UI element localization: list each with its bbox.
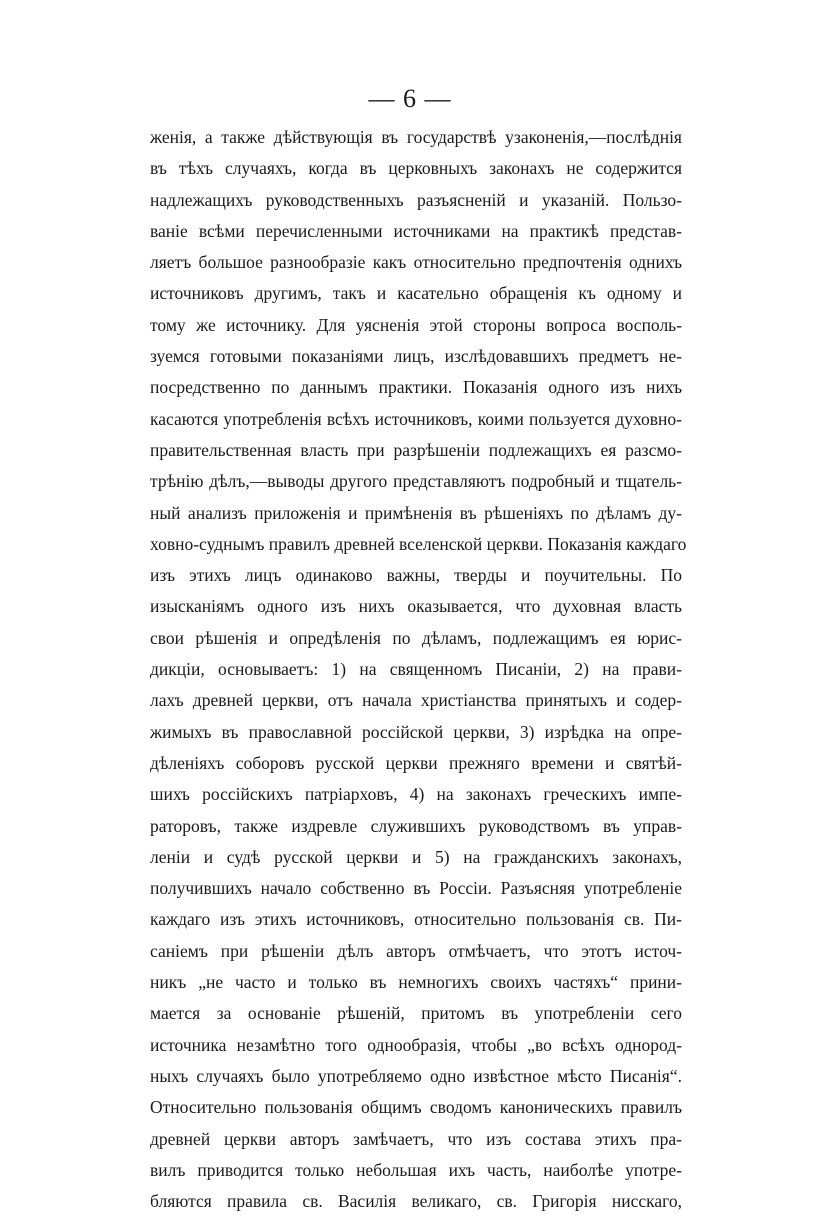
text-line: каждаго изъ этихъ источниковъ, относительно пользованія св. Пи- [150, 909, 682, 930]
page-number: — 6 — [368, 84, 452, 113]
text-line: ляетъ большое разнообразіе какъ относительно предпочтенія однихъ [150, 252, 682, 273]
text-line: саніемъ при рѣшеніи дѣлъ авторъ отмѣчаетъ, что этотъ источ- [150, 940, 682, 961]
text-line: бляются правила св. Василія великаго, св. Григорія нисскаго, [150, 1191, 682, 1212]
text-line: жимыхъ въ православной россійской церкви, 3) изрѣдка на опре- [150, 721, 682, 742]
text-line: никъ „не часто и только въ немногихъ своихъ частяхъ“ прини- [150, 972, 682, 993]
text-line: тому же источнику. Для уясненія этой стороны вопроса восполь- [150, 314, 682, 335]
text-line: раторовъ, также издревле служившихъ руководствомъ въ управ- [150, 815, 682, 836]
text-line: надлежащихъ руководственныхъ разъясненій и указаній. Пользо- [150, 189, 682, 210]
text-line: ховно-суднымъ правилъ древней вселенской церкви. Показанія каждаго [150, 533, 687, 554]
text-line: лахъ древней церкви, отъ начала христіанства принятыхъ и содер- [150, 690, 682, 711]
text-line: источниковъ другимъ, такъ и касательно обращенія къ одному и [150, 283, 682, 304]
text-line: шихъ россійскихъ патріарховъ, 4) на законахъ греческихъ импе- [150, 784, 682, 805]
page-text-body [150, 122, 687, 1217]
text-line: изысканіямъ одного изъ нихъ оказывается, что духовная власть [150, 596, 682, 617]
text-line: дикціи, основываетъ: 1) на священномъ Писаніи, 2) на прави- [150, 659, 682, 680]
text-line: Относительно пользованія общимъ сводомъ каноническихъ правилъ [150, 1097, 682, 1118]
text-line: женія, а также дѣйствующія въ государствѣ узаконенія,—послѣднія [150, 127, 682, 147]
text-line: дѣленіяхъ соборовъ русской церкви прежняго времени и святѣй- [150, 752, 682, 773]
text-line: вилъ приводится только небольшая ихъ часть, наиболѣе употре- [150, 1159, 682, 1180]
text-line: свои рѣшенія и опредѣленія по дѣламъ, подлежащимъ ея юрис- [150, 627, 682, 648]
text-line: ныхъ случаяхъ было употребляемо одно извѣстное мѣсто Писанія“. [150, 1065, 682, 1086]
text-line: трѣнію дѣлъ,—выводы другого представляютъ подробный и тщатель- [150, 471, 682, 492]
text-line: зуемся готовыми показаніями лицъ, изслѣдовавшихъ предметъ не- [150, 346, 682, 367]
text-line: правительственная власть при разрѣшеніи подлежащихъ ея разсмо- [150, 439, 682, 460]
text-line: древней церкви авторъ замѣчаетъ, что изъ состава этихъ пра- [150, 1128, 682, 1149]
text-line: получившихъ начало собственно въ Россіи. Разъясняя употребленіе [150, 878, 682, 899]
text-line: ный анализъ приложенія и примѣненія въ рѣшеніяхъ по дѣламъ ду- [150, 502, 682, 523]
text-line: ваніе всѣми перечисленными источниками на практикѣ представ- [150, 220, 682, 241]
text-line: источника незамѣтно того однообразія, чтобы „во всѣхъ однород- [150, 1034, 682, 1055]
text-line: изъ этихъ лицъ одинаково важны, тверды и поучительны. По [150, 565, 682, 586]
text-line: леніи и судѣ русской церкви и 5) на гражданскихъ законахъ, [150, 846, 682, 867]
text-line: касаются употребленія всѣхъ источниковъ, коими пользуется духовно- [150, 408, 682, 429]
text-line: мается за основаніе рѣшеній, притомъ въ употребленіи сего [150, 1003, 682, 1024]
text-line: посредственно по даннымъ практики. Показанія одного изъ нихъ [150, 377, 682, 398]
text-line: въ тѣхъ случаяхъ, когда въ церковныхъ законахъ не содержится [150, 158, 682, 179]
